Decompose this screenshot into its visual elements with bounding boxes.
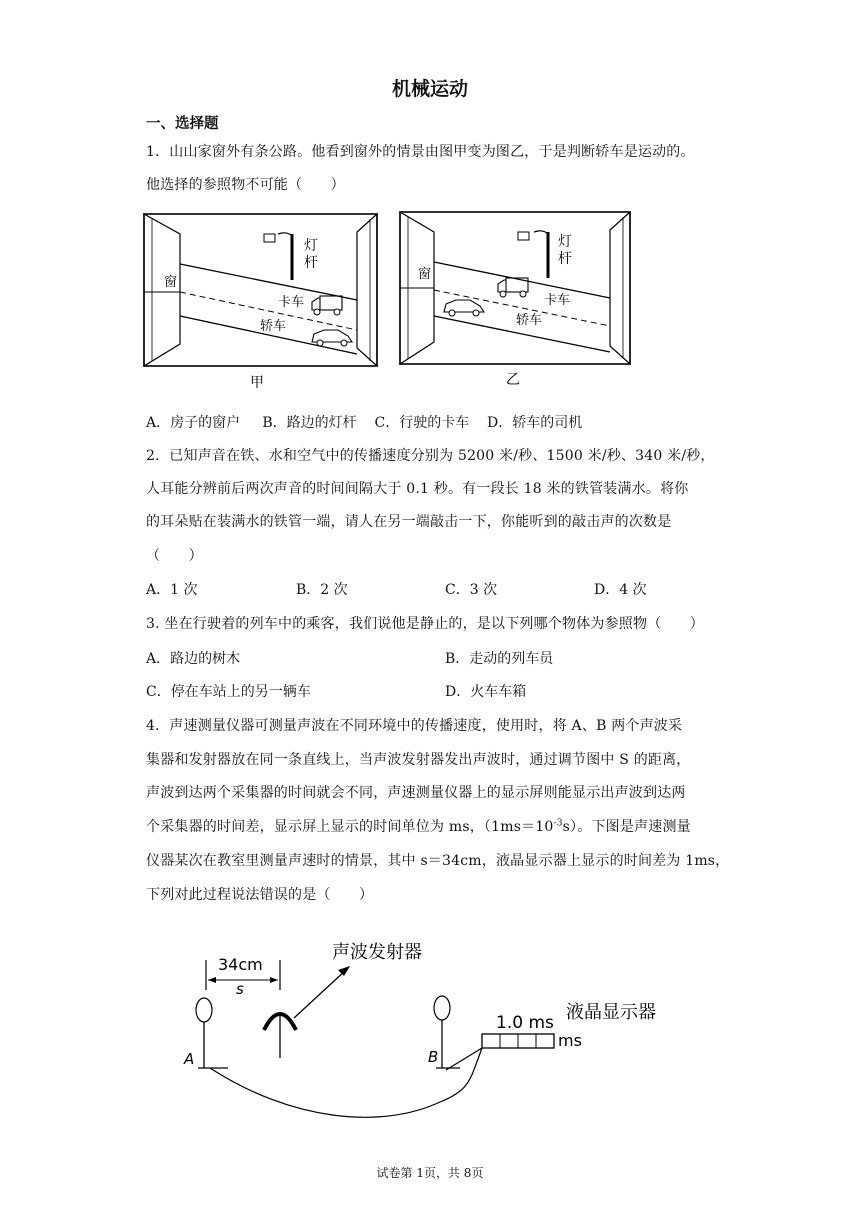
q4-line-5: 仪器某次在教室里测量声速时的情景，其中 s＝34cm，液晶显示器上显示的时间差为 1ms， xyxy=(146,853,730,869)
q1a-caption: 甲 xyxy=(250,375,264,391)
q4-line-4-b: s）。下图是声速测量 xyxy=(562,819,691,835)
q4-s: s xyxy=(236,980,244,998)
q4-reading: 1.0 ms xyxy=(496,1013,554,1033)
q4-line-1: 4．声速测量仪器可测量声波在不同环境中的传播速度，使用时，将 A、B 两个声波采 xyxy=(146,718,683,734)
q1-option-a[interactable]: A．房子的窗户 xyxy=(146,415,241,431)
q1-figure-b xyxy=(398,210,634,390)
section-heading: 一、选择题 xyxy=(146,116,219,132)
q4-display: 液晶显示器 xyxy=(566,1002,656,1023)
q3-option-b[interactable]: B．走动的列车员 xyxy=(445,651,554,667)
q1-option-b[interactable]: B．路边的灯杆 xyxy=(262,415,357,431)
q1-figure-a xyxy=(142,212,380,392)
q4-unit: ms xyxy=(558,1031,582,1050)
q1-line-2: 他选择的参照物不可能（ ） xyxy=(146,177,345,193)
q4-line-6: 下列对此过程说法错误的是（ ） xyxy=(146,887,374,903)
q1b-lamp-1: 灯 xyxy=(558,234,572,250)
q1b-lamp-2: 杆 xyxy=(558,251,572,267)
q2-line-4: （ ） xyxy=(146,548,203,564)
q1a-truck: 卡车 xyxy=(278,295,305,310)
q1b-window: 窗 xyxy=(418,267,432,282)
q1a-window: 窗 xyxy=(164,275,178,290)
q2-option-b[interactable]: B．2 次 xyxy=(296,582,348,598)
q4-line-4 xyxy=(146,816,691,836)
q1b-truck: 卡车 xyxy=(544,293,571,308)
q4-dist: 34cm xyxy=(218,955,263,974)
q4-a: A xyxy=(184,1050,195,1068)
q2-line-1: 2．已知声音在铁、水和空气中的传播速度分别为 5200 米/秒、1500 米/秒、340 米/秒， xyxy=(146,448,715,464)
page-footer: 试卷第 1页，共 8页 xyxy=(376,1166,484,1180)
q4-line-3: 声波到达两个采集器的时间就会不同，声速测量仪器上的显示屏则能显示出声波到达两 xyxy=(146,785,686,801)
q1a-lamp-1: 灯 xyxy=(304,238,318,254)
q4-exponent: -3 xyxy=(553,818,563,829)
page-title: 机械运动 xyxy=(391,78,468,100)
q1a-truck-icon xyxy=(312,296,342,315)
q4-line-4-a: 个采集器的时间差，显示屏上显示的时间单位为 ms，（1ms＝10 xyxy=(146,819,554,835)
q2-option-c[interactable]: C．3 次 xyxy=(445,582,498,598)
q3-option-a[interactable]: A．路边的树木 xyxy=(146,651,241,667)
q1-option-c[interactable]: C．行驶的卡车 xyxy=(374,415,470,431)
q3-option-d[interactable]: D．火车车箱 xyxy=(445,684,527,700)
q1-line-1: 1．山山家窗外有条公路。他看到窗外的情景由图甲变为图乙，于是判断轿车是运动的。 xyxy=(146,144,695,160)
q2-line-2: 人耳能分辨前后两次声音的时间间隔大于 0.1 秒。有一段长 18 米的铁管装满水。将你 xyxy=(146,481,689,497)
q4-figure xyxy=(170,930,690,1130)
q3-line-1: 3. 坐在行驶着的列车中的乘客，我们说他是静止的，是以下列哪个物体为参照物（ ） xyxy=(146,616,705,632)
q1b-car: 轿车 xyxy=(516,313,543,328)
q1a-lamp-2: 杆 xyxy=(304,255,318,271)
q1-option-d[interactable]: D．轿车的司机 xyxy=(487,415,583,431)
q2-option-a[interactable]: A．1 次 xyxy=(146,582,198,598)
q1-options xyxy=(146,412,706,432)
q1a-car: 轿车 xyxy=(260,319,287,334)
q3-option-c[interactable]: C．停在车站上的另一辆车 xyxy=(146,684,311,700)
q4-emitter: 声波发射器 xyxy=(332,942,422,963)
q4-line-2: 集器和发射器放在同一条直线上，当声波发射器发出声波时，通过调节图中 S 的距离， xyxy=(146,752,691,768)
q4-b: B xyxy=(428,1048,439,1066)
q1b-caption: 乙 xyxy=(506,372,520,388)
q2-line-3: 的耳朵贴在装满水的铁管一端，请人在另一端敲击一下，你能听到的敲击声的次数是 xyxy=(146,514,672,530)
q1a-car-icon xyxy=(312,330,352,346)
q2-option-d[interactable]: D．4 次 xyxy=(594,582,647,598)
q1b-car-icon xyxy=(444,300,484,316)
